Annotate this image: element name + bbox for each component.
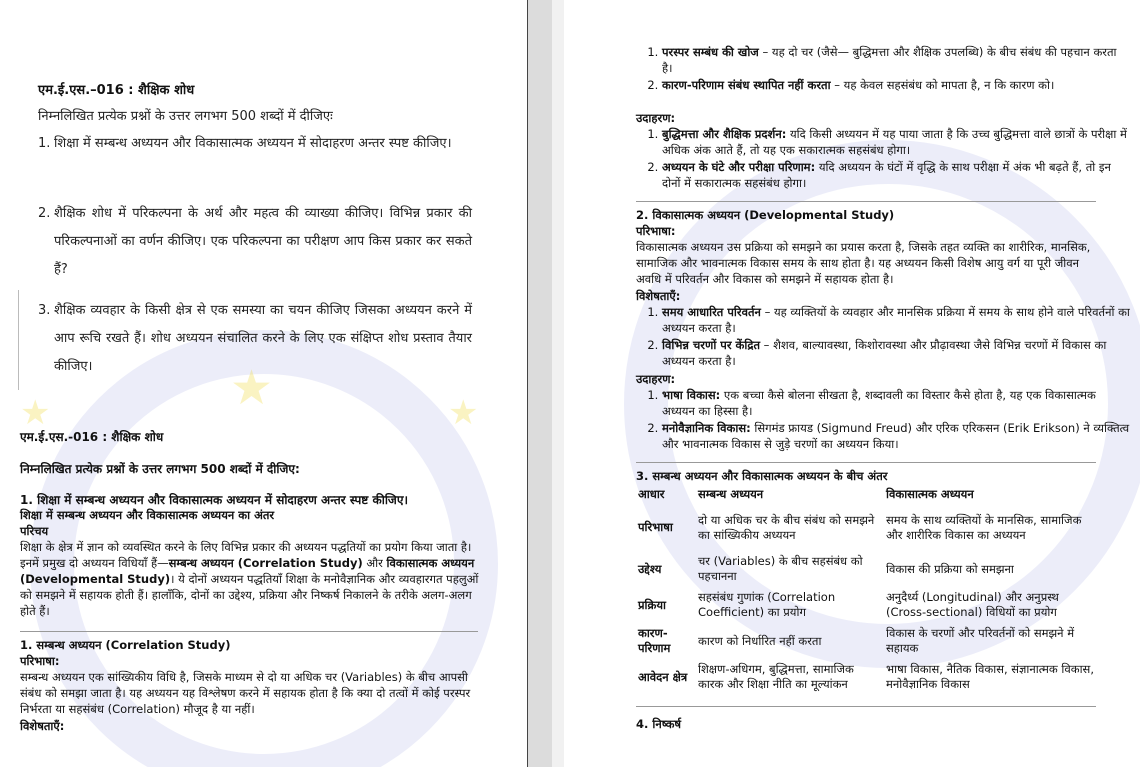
- features-heading: विशेषताएँ:: [636, 289, 681, 303]
- intro-paragraph: [20, 539, 480, 619]
- table-cell: कारण-परिणाम: [638, 626, 671, 655]
- feature-term: कारण-परिणाम संबंध स्थापित नहीं करता: [662, 78, 831, 92]
- divider: [20, 631, 478, 632]
- example-text: यदि अध्ययन के घंटों में वृद्धि के साथ परीक्षा में अंक भी बढ़ते हैं, तो इन दोनों में सकारात्मक सहसंबंध होगा।: [662, 160, 1111, 190]
- question-item: [38, 200, 472, 284]
- list-item: [662, 304, 1132, 336]
- table-cell: शिक्षण-अधिगम, बुद्धिमत्ता, सामाजिक कारक और शिक्षा नीति का मूल्यांकन: [698, 662, 854, 691]
- intro-heading: परिचय: [20, 524, 49, 538]
- example-term: मनोवैज्ञानिक विकास:: [662, 421, 751, 435]
- question-item: [38, 130, 472, 158]
- intro-term-correlation: सम्बन्ध अध्ययन (Correlation Study): [168, 556, 363, 570]
- intro-term-developmental: विकासात्मक अध्ययन (Developmental Study): [20, 556, 475, 586]
- question-title: एम.ई.एस.–016 : शैक्षिक शोध: [38, 83, 195, 98]
- table-cell: उद्देश्य: [638, 561, 662, 576]
- intro-text: शिक्षा के क्षेत्र में ज्ञान को व्यवस्थित करने के लिए विभिन्न प्रकार की अध्ययन पद्धतियों का प्रयोग किया जाता है। इनमें प्रमुख दो अध्ययन विधियाँ हैं—: [20, 540, 472, 570]
- table-header-row: [636, 485, 1098, 504]
- table-header: विकासात्मक अध्ययन: [886, 487, 974, 501]
- list-item: [662, 44, 1122, 76]
- list-item: [662, 420, 1132, 452]
- example-heading: उदाहरण:: [636, 372, 676, 386]
- example-term: अध्ययन के घंटे और परीक्षा परिणाम:: [662, 160, 816, 174]
- table-cell: आवेदन क्षेत्र: [638, 669, 688, 684]
- question-number: 1.: [38, 136, 51, 151]
- table-cell: समय के साथ व्यक्तियों के मानसिक, सामाजिक और शारीरिक विकास का अध्ययन: [886, 512, 1082, 542]
- section-title: 4. निष्कर्ष: [636, 717, 682, 731]
- watermark-star: ★: [20, 393, 51, 433]
- left-page: [0, 0, 528, 767]
- list-item: [662, 126, 1132, 158]
- definition-heading: परिभाषा:: [636, 224, 676, 238]
- watermark-star: ★: [448, 393, 479, 433]
- question-instruction: निम्नलिखित प्रत्येक प्रश्नों के उत्तर लगभग 500 शब्दों में दीजिएः: [38, 109, 333, 124]
- comparison-table: [636, 485, 1098, 695]
- definition-text: सम्बन्ध अध्ययन एक सांख्यिकीय विधि है, जिसके माध्यम से दो या अधिक चर (Variables) के बीच आपसी संबंध को समझा जाता है। यह अध्ययन यह विश्लेषण करने में सहायक होता है कि क्या दो तत्वों में कोई परस्पर निर्भरता या सहसंबंध (Correlation) मौजूद है या नहीं।: [20, 670, 471, 716]
- feature-term: परस्पर सम्बंध की खोज: [662, 45, 759, 59]
- feature-text: – शैशव, बाल्यावस्था, किशोरावस्था और प्रौढ़ावस्था जैसे विभिन्न चरणों में विकास का अध्ययन करता है।: [662, 338, 1107, 368]
- list-item: [662, 159, 1132, 191]
- definition-heading: परिभाषा:: [20, 654, 60, 668]
- list-item: [662, 337, 1132, 369]
- feature-text: – यह केवल सहसंबंध को मापता है, न कि कारण को।: [830, 78, 1055, 92]
- watermark-star: ★: [230, 360, 274, 416]
- feature-term: विभिन्न चरणों पर केंद्रित: [662, 338, 761, 352]
- table-cell: चर (Variables) के बीच सहसंबंध को पहचानना: [698, 554, 863, 583]
- table-cell: कारण को निर्धारित नहीं करता: [698, 633, 822, 648]
- table-row: [636, 587, 1098, 623]
- table-cell: प्रक्रिया: [638, 597, 667, 612]
- page-gutter: [528, 0, 552, 767]
- table-row: [636, 551, 1098, 587]
- example-text: यदि किसी अध्ययन में यह पाया जाता है कि उच्च बुद्धिमत्ता वाले छात्रों के परीक्षा में अधिक अंक आते हैं, तो यह एक सकारात्मक सहसंबंध होगा।: [662, 127, 1127, 157]
- question-item: [38, 297, 472, 381]
- divider: [636, 462, 1096, 463]
- feature-term: समय आधारित परिवर्तन: [662, 305, 761, 319]
- features-heading: विशेषताएँ:: [20, 719, 65, 733]
- right-page: [564, 0, 1140, 767]
- table-header: सम्बन्ध अध्ययन: [698, 487, 764, 501]
- table-header: आधार: [638, 487, 665, 501]
- table-cell: दो या अधिक चर के बीच संबंध को समझने का सांख्यिकीय अध्ययन: [698, 512, 875, 542]
- feature-text: – यह व्यक्तियों के व्यवहार और मानसिक प्रक्रिया में समय के साथ होने वाले परिवर्तनों का अध्ययन करता है।: [662, 305, 1130, 335]
- question-number: 2.: [38, 206, 51, 221]
- example-term: बुद्धिमत्ता और शैक्षिक प्रदर्शन:: [662, 127, 787, 141]
- table-cell: परिभाषा: [638, 520, 673, 534]
- feature-text: – यह दो चर (जैसे— बुद्धिमत्ता और शैक्षिक उपलब्धि) के बीच संबंध की पहचान करता है।: [662, 45, 1117, 75]
- answer-title: एम.ई.एस.-016 : शैक्षिक शोध: [20, 430, 164, 444]
- answer-subheading: शिक्षा में सम्बन्ध अध्ययन और विकासात्मक अध्ययन का अंतर: [20, 508, 275, 522]
- definition-text: विकासात्मक अध्ययन उस प्रक्रिया को समझने का प्रयास करता है, जिसके तहत व्यक्ति का शारीरिक, मानसिक, सामाजिक और भावनात्मक विकास समय के साथ होता है। यह अध्ययन किसी विशेष आयु वर्ग या पूरी जीवन अवधि में परिवर्तन और विकास को समझने में सहायक होता है।: [636, 240, 1091, 286]
- table-row: [636, 623, 1098, 659]
- question-number: 3.: [38, 303, 51, 318]
- example-text: एक बच्चा कैसे बोलना सीखता है, शब्दावली का विस्तार कैसे होता है, यह एक विकासात्मक अध्ययन का हिस्सा है।: [662, 388, 1096, 418]
- divider: [636, 201, 1096, 202]
- features-list: [626, 44, 1122, 94]
- intro-text: । ये दोनों अध्ययन पद्धतियाँ शिक्षा के मनोवैज्ञानिक और व्यवहारगत पहलुओं को समझने में सहायक होती हैं। हालाँकि, दोनों का उद्देश्य, प्रक्रिया और निष्कर्ष निकालने के तरीके अलग-अलग होते हैं।: [20, 572, 479, 618]
- example-heading: उदाहरण:: [636, 111, 676, 125]
- intro-text: और: [362, 556, 387, 570]
- table-cell: सहसंबंध गुणांक (Correlation Coefficient) का प्रयोग: [698, 590, 836, 619]
- table-row: [636, 504, 1098, 551]
- section-title: 3. सम्बन्ध अध्ययन और विकासात्मक अध्ययन के बीच अंतर: [636, 469, 888, 483]
- box-border: [18, 290, 19, 390]
- section-title: 1. सम्बन्ध अध्ययन (Correlation Study): [20, 638, 231, 652]
- features-list: [626, 304, 1132, 370]
- page-gutter: [552, 0, 564, 767]
- list-item: [662, 387, 1132, 419]
- section-title: 2. विकासात्मक अध्ययन (Developmental Study): [636, 208, 895, 222]
- answer-instruction: निम्नलिखित प्रत्येक प्रश्नों के उत्तर लगभग 500 शब्दों में दीजिए:: [20, 462, 300, 476]
- table-cell: अनुदैर्ध्य (Longitudinal) और अनुप्रस्थ (Cross-sectional) विधियों का प्रयोग: [886, 590, 1059, 619]
- question-text: शैक्षिक शोध में परिकल्पना के अर्थ और महत्व की व्याख्या कीजिए। विभिन्न प्रकार की परिकल्पनाओं का वर्णन कीजिए। एक परिकल्पना का परीक्षण आप किस प्रकार कर सकते हैं?: [54, 206, 472, 277]
- question-text: शैक्षिक व्यवहार के किसी क्षेत्र से एक समस्या का चयन कीजिए जिसका अध्ययन करने में आप रूचि रखते हैं। शोध अध्ययन संचालित करने के लिए एक संक्षिप्त शोध प्रस्ताव तैयार कीजिए।: [54, 303, 472, 374]
- question-text: शिक्षा में सम्बन्ध अध्ययन और विकासात्मक अध्ययन में सोदाहरण अन्तर स्पष्ट कीजिए।: [54, 136, 452, 151]
- examples-list: [626, 126, 1132, 192]
- divider: [636, 706, 1096, 707]
- example-text: सिगमंड फ्रायड (Sigmund Freud) और एरिक एरिकसन (Erik Erikson) ने व्यक्तित्व और भावनात्मक विकास से जुड़े चरणों का अध्ययन किया।: [662, 421, 1130, 451]
- table-cell: विकास के चरणों और परिवर्तनों को समझने में सहायक: [886, 626, 1075, 655]
- example-term: भाषा विकास:: [662, 388, 721, 402]
- table-cell: विकास की प्रक्रिया को समझना: [886, 561, 1014, 576]
- answer-question: 1. शिक्षा में सम्बन्ध अध्ययन और विकासात्मक अध्ययन में सोदाहरण अन्तर स्पष्ट कीजिए।: [20, 493, 409, 507]
- examples-list: [626, 387, 1132, 453]
- table-row: [636, 659, 1098, 695]
- table-cell: भाषा विकास, नैतिक विकास, संज्ञानात्मक विकास, मनोवैज्ञानिक विकास: [886, 662, 1094, 691]
- list-item: [662, 77, 1122, 93]
